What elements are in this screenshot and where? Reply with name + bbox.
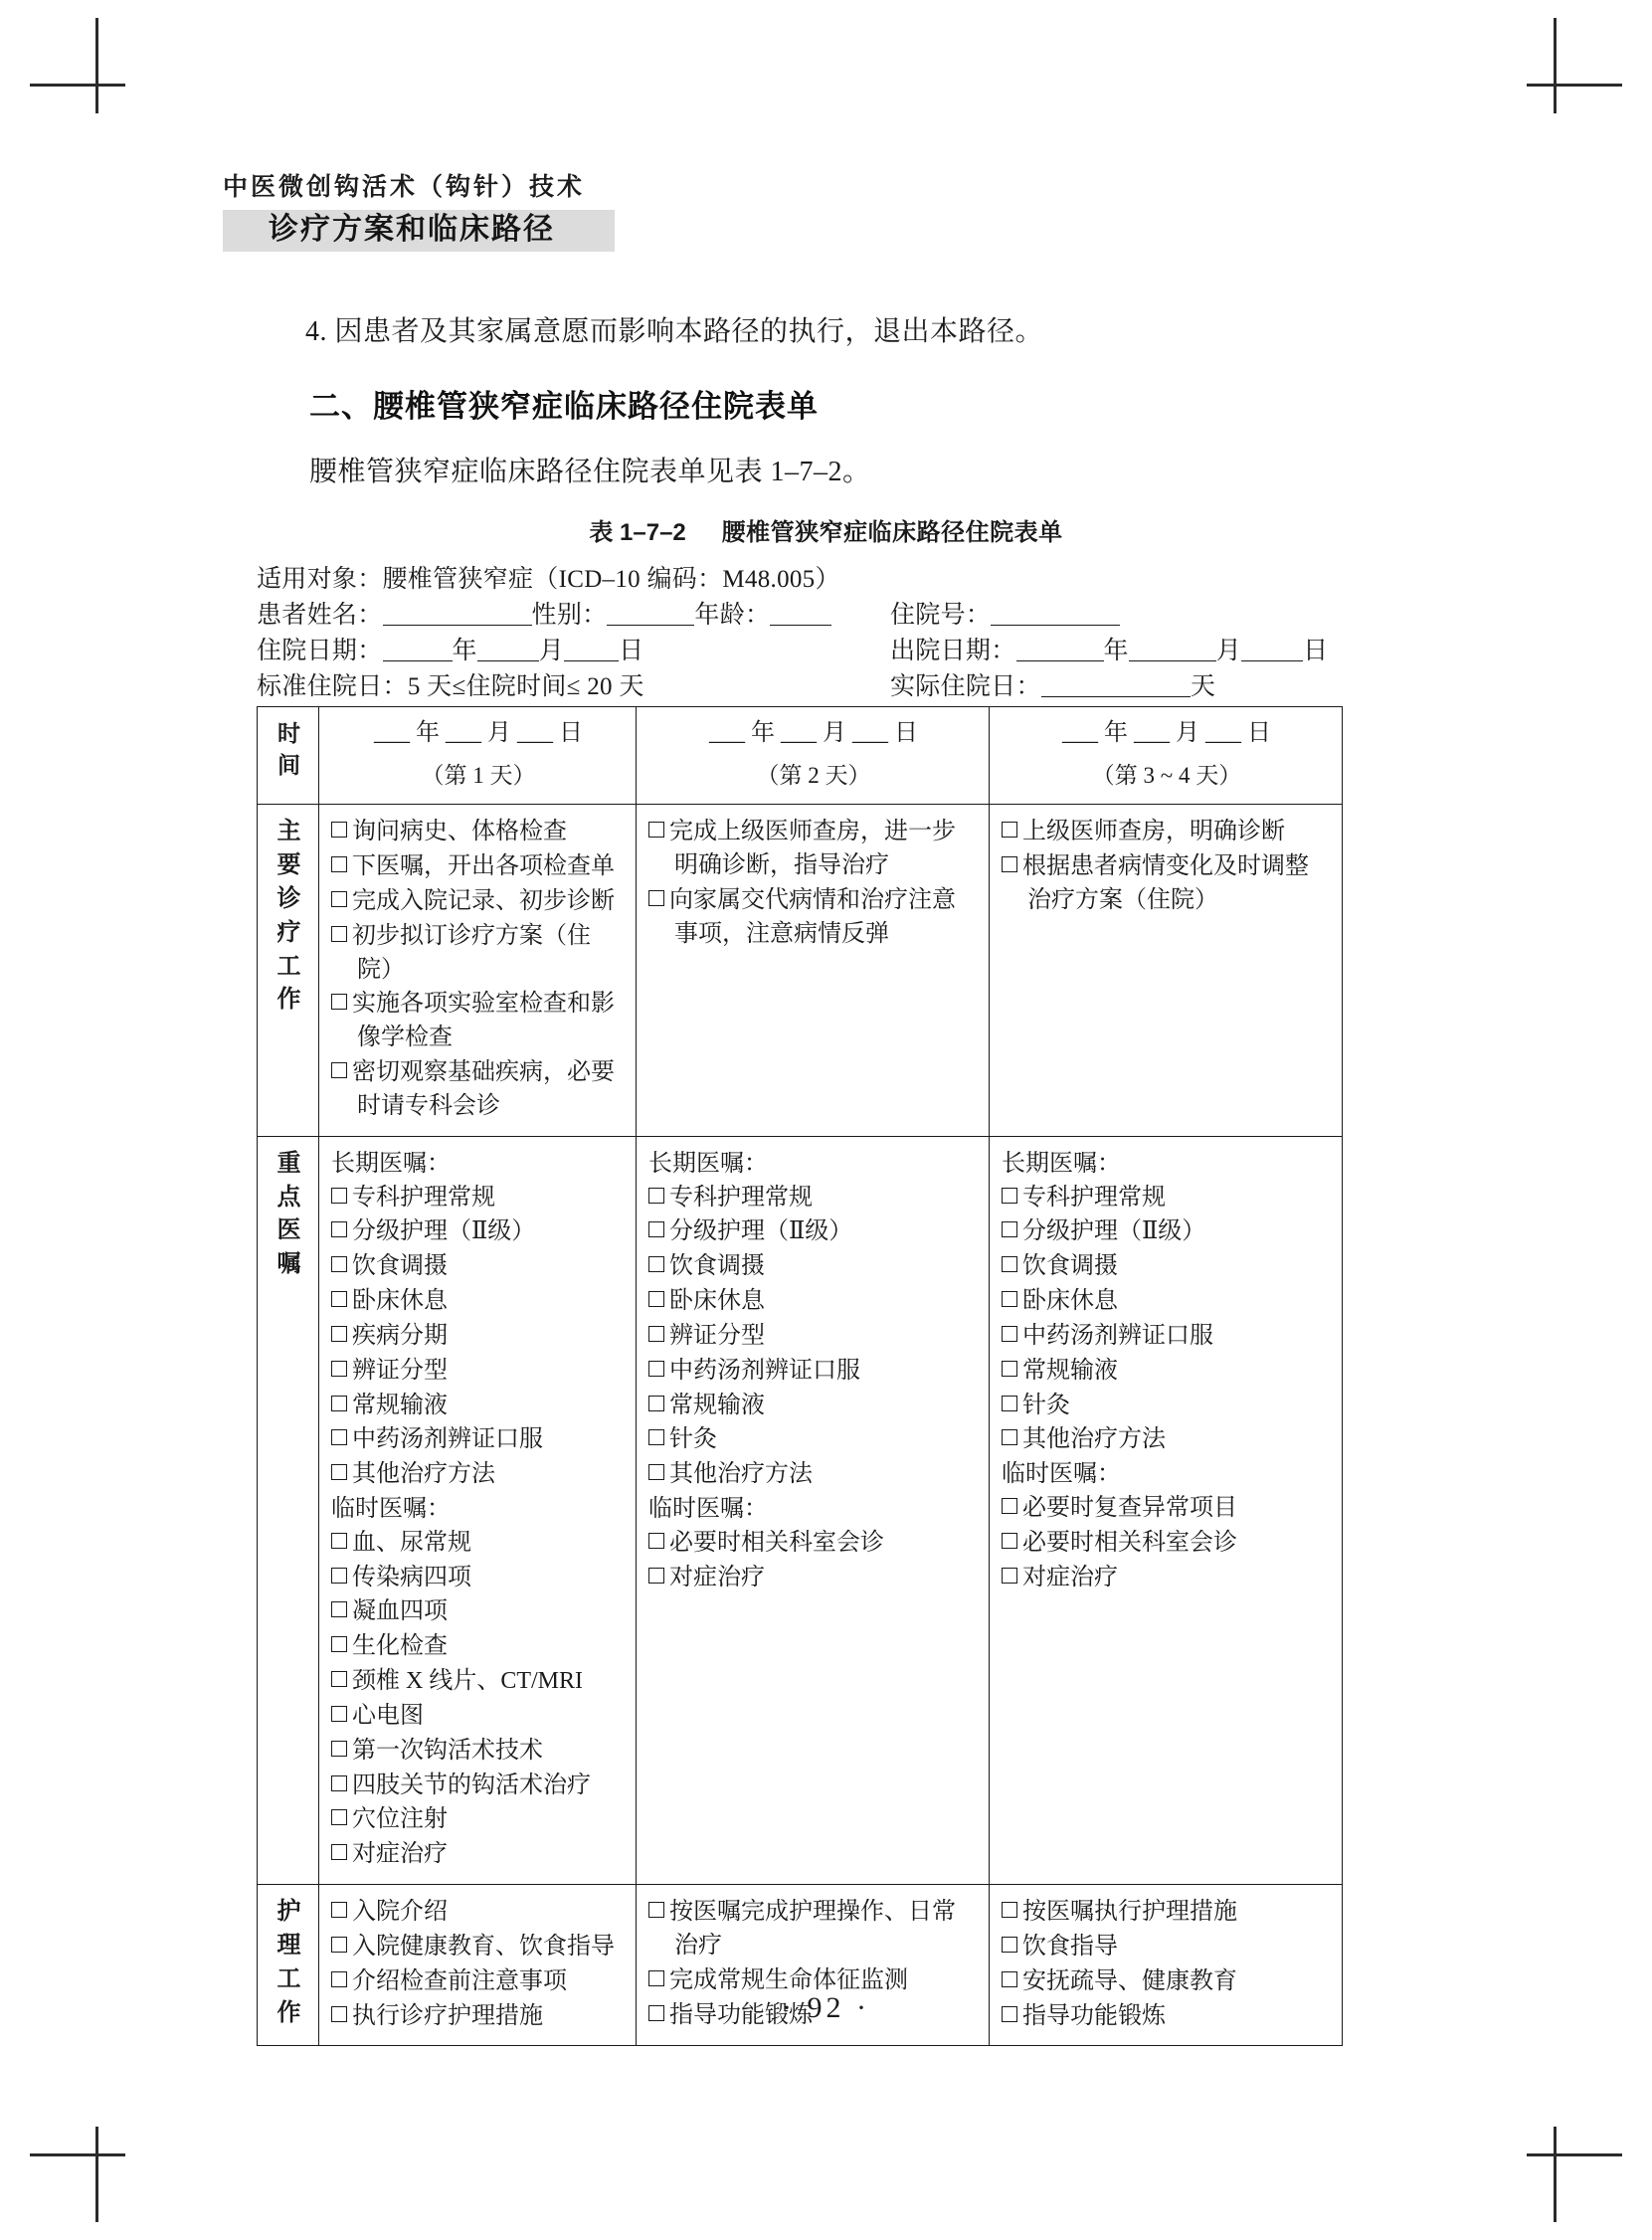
checklist-item-label: 根据患者病情变化及时调整治疗方案（住院） xyxy=(1022,853,1309,913)
page-folio: · 92 · xyxy=(782,1991,870,2024)
checklist-item[interactable] xyxy=(331,1700,626,1734)
checklist-item-label: 完成常规生命体征监测 xyxy=(669,1966,908,1993)
actual-stay-field xyxy=(890,666,1215,702)
checklist-group-label: 临时医嘱： xyxy=(331,1495,451,1522)
checklist-item-label: 常规输液 xyxy=(669,1392,765,1418)
meta-row-applicable xyxy=(257,559,1400,595)
checklist-item-label: 其他治疗方法 xyxy=(352,1461,495,1488)
day-header-cell-1 xyxy=(319,707,637,805)
checklist-item-label: 常规输液 xyxy=(352,1392,448,1418)
checklist-item[interactable] xyxy=(1002,1182,1332,1215)
cell-main-work-day3 xyxy=(990,805,1343,1136)
meta-row-admission-date xyxy=(257,631,1400,666)
checklist-item-label: 安抚疏导、健康教育 xyxy=(1022,1967,1237,1994)
checkbox-icon[interactable] xyxy=(331,1671,347,1687)
checkbox-icon[interactable] xyxy=(1002,856,1017,872)
admission-year-blank[interactable] xyxy=(383,660,453,661)
checkbox-icon[interactable] xyxy=(648,1568,664,1584)
form-meta-block xyxy=(257,559,1400,702)
day-header-cell-2 xyxy=(637,707,990,805)
checklist-item-label: 其他治疗方法 xyxy=(1022,1426,1166,1453)
list-item-4: 4. 因患者及其家属意愿而影响本路径的执行，退出本路径。 xyxy=(305,316,1044,347)
checkbox-icon[interactable] xyxy=(648,1429,664,1445)
checklist-item[interactable] xyxy=(648,884,979,952)
checkbox-icon[interactable] xyxy=(1002,1498,1017,1514)
checkbox-icon[interactable] xyxy=(331,1429,347,1445)
checkbox-icon[interactable] xyxy=(1002,822,1017,838)
checklist-item[interactable] xyxy=(331,1735,626,1769)
actual-stay-blank[interactable] xyxy=(1041,696,1191,697)
checkbox-icon[interactable] xyxy=(648,1533,664,1549)
checklist-item[interactable] xyxy=(331,1250,626,1284)
checkbox-icon[interactable] xyxy=(331,1326,347,1342)
checkbox-icon[interactable] xyxy=(331,1971,347,1987)
checkbox-icon[interactable] xyxy=(331,1636,347,1652)
admission-no-label: 住院号： xyxy=(890,602,992,629)
cell-main-work-day1 xyxy=(319,805,637,1136)
checklist-item-label: 按医嘱执行护理措施 xyxy=(1022,1899,1237,1926)
checkbox-icon[interactable] xyxy=(1002,1326,1017,1342)
checklist-item[interactable] xyxy=(331,885,626,919)
day-header-dayline: （第 3 ~ 4 天） xyxy=(1091,762,1242,788)
book-title-band xyxy=(223,210,615,252)
checklist-group-label: 长期医嘱： xyxy=(648,1150,768,1177)
series-title: 中医微创钩活术（钩针）技术 xyxy=(223,174,586,201)
checklist-item-label: 对症治疗 xyxy=(1022,1564,1118,1590)
checklist-item-label: 针灸 xyxy=(669,1426,717,1453)
identity-fields xyxy=(257,595,831,631)
meta-row-identity xyxy=(257,595,1400,631)
checklist-item-label: 常规输液 xyxy=(1022,1357,1118,1384)
checklist-item-label: 指导功能锻炼 xyxy=(1022,2002,1166,2029)
checkbox-icon[interactable] xyxy=(331,1844,347,1860)
checklist-item-label: 对症治疗 xyxy=(669,1564,765,1590)
actual-stay-label: 实际住院日： xyxy=(890,673,1041,700)
checkbox-icon[interactable] xyxy=(331,856,347,872)
checklist-item[interactable] xyxy=(331,1838,626,1872)
row-stub-char: 要 xyxy=(276,851,301,879)
crop-mark-top-left xyxy=(30,18,125,113)
table-body xyxy=(258,707,1343,2046)
cell-key-orders-day1 xyxy=(319,1136,637,1884)
discharge-month-unit: 月 xyxy=(1215,638,1242,664)
checkbox-icon[interactable] xyxy=(648,1361,664,1377)
gender-label: 性别： xyxy=(531,602,608,629)
checkbox-icon[interactable] xyxy=(331,1291,347,1307)
checklist-item[interactable] xyxy=(1002,1492,1332,1526)
checkbox-icon[interactable] xyxy=(648,1902,664,1918)
checklist-item-label: 分级护理（Ⅱ级） xyxy=(352,1218,536,1245)
checklist-group xyxy=(648,1493,979,1594)
checklist-item-label: 询问病史、体格检查 xyxy=(352,819,567,845)
checklist-item-label: 中药汤剂辨证口服 xyxy=(669,1357,860,1384)
admission-day-blank[interactable] xyxy=(564,660,619,661)
checklist-item-label: 分级护理（Ⅱ级） xyxy=(669,1218,853,1245)
checklist-item-label: 辨证分型 xyxy=(352,1357,448,1384)
checklist-item[interactable] xyxy=(1002,850,1332,918)
table-row-main-work xyxy=(258,805,1343,1136)
checklist-item-label: 血、尿常规 xyxy=(352,1529,471,1556)
crop-mark-bottom-right xyxy=(1527,2127,1622,2222)
checklist-group xyxy=(1002,1458,1332,1594)
checkbox-icon[interactable] xyxy=(648,1188,664,1204)
meta-row-stay xyxy=(257,666,1400,702)
checklist-item-label: 辨证分型 xyxy=(669,1322,765,1349)
checklist-item-label: 饮食调摄 xyxy=(1022,1253,1118,1280)
admission-date-field xyxy=(257,631,643,666)
checklist-item[interactable] xyxy=(648,1562,979,1595)
checklist-item-label: 向家属交代病情和治疗注意事项，注意病情反弹 xyxy=(669,886,956,947)
discharge-date-label: 出院日期： xyxy=(890,638,1016,664)
checklist-item-label: 完成入院记录、初步诊断 xyxy=(352,887,615,914)
checklist-item[interactable] xyxy=(1002,1390,1332,1423)
patient-name-label: 患者姓名： xyxy=(257,602,383,629)
checkbox-icon[interactable] xyxy=(331,1396,347,1411)
checkbox-icon[interactable] xyxy=(648,1256,664,1272)
checklist-item-label: 传染病四项 xyxy=(352,1564,471,1590)
checklist-item[interactable] xyxy=(331,1285,626,1319)
row-stub-char: 点 xyxy=(276,1183,301,1211)
checkbox-icon[interactable] xyxy=(1002,1256,1017,1272)
checklist-item[interactable] xyxy=(331,988,626,1055)
checkbox-icon[interactable] xyxy=(648,1326,664,1342)
checklist-item[interactable] xyxy=(1002,1562,1332,1595)
checklist-item[interactable] xyxy=(1002,1931,1332,1964)
table-header-row xyxy=(258,707,1343,805)
checklist-item[interactable] xyxy=(331,816,626,849)
actual-stay-unit: 天 xyxy=(1190,673,1216,700)
checklist-group-label: 长期医嘱： xyxy=(331,1150,451,1177)
checklist-item-label: 执行诊疗护理措施 xyxy=(352,2002,543,2029)
checklist-item[interactable] xyxy=(648,1355,979,1389)
checklist-group xyxy=(648,1148,979,1492)
checklist-group-label: 长期医嘱： xyxy=(1002,1150,1121,1177)
checklist-item-label: 颈椎 X 线片、CT/MRI xyxy=(352,1668,584,1695)
running-head xyxy=(223,167,1416,252)
checklist-item-label: 完成上级医师查房，进一步明确诊断，指导治疗 xyxy=(669,819,956,879)
cell-key-orders-day2 xyxy=(637,1136,990,1884)
checklist-group-label: 临时医嘱： xyxy=(1002,1461,1121,1488)
checklist-item[interactable] xyxy=(331,1931,626,1964)
checklist-group xyxy=(331,1493,626,1872)
checklist-item[interactable] xyxy=(331,1665,626,1699)
checklist-item-label: 心电图 xyxy=(352,1702,424,1729)
checklist-item-label: 卧床休息 xyxy=(352,1288,448,1315)
checklist-group xyxy=(331,816,626,1123)
checklist-item-label: 饮食调摄 xyxy=(669,1253,765,1280)
checklist-item-label: 指导功能锻炼 xyxy=(669,2001,813,2028)
checklist-item[interactable] xyxy=(1002,1355,1332,1389)
discharge-year-unit: 年 xyxy=(1103,638,1129,664)
checklist-item-label: 凝血四项 xyxy=(352,1598,448,1625)
checklist-item-label: 分级护理（Ⅱ级） xyxy=(1022,1218,1206,1245)
checklist-item[interactable] xyxy=(1002,1250,1332,1284)
checklist-item[interactable] xyxy=(648,1458,979,1492)
row-stub-char: 作 xyxy=(276,1998,301,2026)
checkbox-icon[interactable] xyxy=(1002,1396,1017,1411)
checklist-item-label: 卧床休息 xyxy=(1022,1288,1118,1315)
row-stub-char: 疗 xyxy=(276,918,301,946)
discharge-date-field xyxy=(890,631,1328,666)
row-stub-char: 工 xyxy=(276,952,301,980)
gender-blank[interactable] xyxy=(607,625,694,626)
age-label: 年龄： xyxy=(694,602,771,629)
admission-date-label: 住院日期： xyxy=(257,638,383,664)
checklist-item-label: 专科护理常规 xyxy=(669,1184,813,1211)
table-caption xyxy=(0,512,1652,547)
row-stub-char: 作 xyxy=(276,986,301,1014)
day-header-dayline: （第 2 天） xyxy=(756,762,871,788)
checklist-item[interactable] xyxy=(648,1896,979,1963)
checkbox-icon[interactable] xyxy=(331,1775,347,1791)
checklist-item-label: 必要时相关科室会诊 xyxy=(1022,1529,1237,1556)
checklist-item-label: 必要时复查异常项目 xyxy=(1022,1494,1237,1521)
crop-mark-top-right xyxy=(1527,18,1622,113)
checklist-item[interactable] xyxy=(331,1527,626,1561)
checklist-item-label: 饮食指导 xyxy=(1022,1933,1118,1960)
patient-name-blank[interactable] xyxy=(383,625,532,626)
checklist-item-label: 初步拟订诊疗方案（住院） xyxy=(352,922,591,983)
discharge-day-blank[interactable] xyxy=(1241,660,1303,661)
table-caption-label: 表 1–7–2 xyxy=(589,519,686,546)
checklist-item-label: 穴位注射 xyxy=(352,1806,448,1833)
checklist-item[interactable] xyxy=(1002,1527,1332,1561)
row-stub-main-work xyxy=(258,805,319,1136)
applicable-object-label: 适用对象：腰椎管狭窄症（ICD–10 编码：M48.005） xyxy=(257,566,840,593)
checklist-item[interactable] xyxy=(331,1423,626,1457)
checklist-item[interactable] xyxy=(331,1896,626,1930)
age-blank[interactable] xyxy=(770,625,831,626)
standard-stay-value: 5 天≤住院时间≤ 20 天 xyxy=(407,673,644,700)
checkbox-icon[interactable] xyxy=(331,1809,347,1825)
checkbox-icon[interactable] xyxy=(331,1902,347,1918)
checklist-item-label: 第一次钩活术技术 xyxy=(352,1737,543,1764)
checklist-item[interactable] xyxy=(648,1285,979,1319)
row-stub-char: 理 xyxy=(276,1931,301,1959)
checkbox-icon[interactable] xyxy=(331,1188,347,1204)
discharge-year-blank[interactable] xyxy=(1016,660,1104,661)
checkbox-icon[interactable] xyxy=(1002,1568,1017,1584)
checkbox-icon[interactable] xyxy=(331,1706,347,1722)
checkbox-icon[interactable] xyxy=(648,1970,664,1986)
checklist-item[interactable] xyxy=(331,1390,626,1423)
checklist-item[interactable] xyxy=(331,1595,626,1629)
day-header-dayline: （第 1 天） xyxy=(421,762,536,788)
checklist-item[interactable] xyxy=(648,1527,979,1561)
checklist-item-label: 实施各项实验室检查和影像学检查 xyxy=(352,991,615,1051)
admission-month-blank[interactable] xyxy=(477,660,539,661)
checkbox-icon[interactable] xyxy=(1002,1902,1017,1918)
checklist-item-label: 中药汤剂辨证口服 xyxy=(1022,1322,1213,1349)
day-header-dateline: ___ 年 ___ 月 ___ 日 xyxy=(709,720,918,746)
checklist-item[interactable] xyxy=(331,1630,626,1664)
checkbox-icon[interactable] xyxy=(1002,1221,1017,1237)
admission-no-blank[interactable] xyxy=(991,625,1120,626)
section-heading: 二、腰椎管狭窄症临床路径住院表单 xyxy=(309,389,819,424)
checkbox-icon[interactable] xyxy=(1002,1361,1017,1377)
checkbox-icon[interactable] xyxy=(331,1361,347,1377)
checklist-item-label: 下医嘱，开出各项检查单 xyxy=(352,853,615,880)
checklist-item-label: 必要时相关科室会诊 xyxy=(669,1529,884,1556)
checklist-item-label: 卧床休息 xyxy=(669,1288,765,1315)
checklist-item[interactable] xyxy=(1002,1285,1332,1319)
checkbox-icon[interactable] xyxy=(331,1741,347,1757)
checkbox-icon[interactable] xyxy=(648,822,664,838)
checklist-item-label: 按医嘱完成护理操作、日常治疗 xyxy=(669,1899,956,1959)
admission-no-field xyxy=(890,595,1120,631)
checklist-item[interactable] xyxy=(1002,1320,1332,1354)
checkbox-icon[interactable] xyxy=(331,1533,347,1549)
checklist-item[interactable] xyxy=(1002,1423,1332,1457)
row-stub-char: 重 xyxy=(276,1149,301,1177)
checklist-item-label: 上级医师查房，明确诊断 xyxy=(1022,819,1285,845)
checklist-item-label: 密切观察基础疾病，必要时请专科会诊 xyxy=(352,1059,615,1119)
checkbox-icon[interactable] xyxy=(648,1291,664,1307)
checklist-item[interactable] xyxy=(331,1458,626,1492)
checklist-group xyxy=(648,816,979,951)
checklist-item-label: 对症治疗 xyxy=(352,1841,448,1868)
checklist-item-label: 疾病分期 xyxy=(352,1322,448,1349)
checklist-item[interactable] xyxy=(331,1562,626,1595)
checklist-item[interactable] xyxy=(331,1182,626,1215)
checklist-item[interactable] xyxy=(331,850,626,884)
checklist-item-label: 介绍检查前注意事项 xyxy=(352,1967,567,1994)
checklist-item-label: 饮食调摄 xyxy=(352,1253,448,1280)
checkbox-icon[interactable] xyxy=(331,1568,347,1584)
checklist-group-label: 临时医嘱： xyxy=(648,1495,768,1522)
checklist-item-label: 专科护理常规 xyxy=(352,1184,495,1211)
row-stub-char: 护 xyxy=(276,1898,301,1926)
admission-month-unit: 月 xyxy=(538,638,565,664)
checkbox-icon[interactable] xyxy=(648,1464,664,1480)
section-intro: 腰椎管狭窄症临床路径住院表单见表 1–7–2。 xyxy=(309,457,871,487)
row-stub-char: 医 xyxy=(276,1216,301,1244)
checklist-group xyxy=(1002,816,1332,917)
cell-main-work-day2 xyxy=(637,805,990,1136)
standard-stay-label: 标准住院日： xyxy=(257,673,408,700)
checkbox-icon[interactable] xyxy=(331,1256,347,1272)
checkbox-icon[interactable] xyxy=(1002,1533,1017,1549)
day-header-dateline: ___ 年 ___ 月 ___ 日 xyxy=(374,720,583,746)
checklist-item[interactable] xyxy=(331,1215,626,1249)
checkbox-icon[interactable] xyxy=(648,1396,664,1411)
checklist-item-label: 四肢关节的钩活术治疗 xyxy=(352,1772,591,1798)
checklist-item[interactable] xyxy=(648,1250,979,1284)
checklist-item[interactable] xyxy=(331,1056,626,1124)
checkbox-icon[interactable] xyxy=(1002,1291,1017,1307)
checkbox-icon[interactable] xyxy=(331,1464,347,1480)
checklist-item[interactable] xyxy=(331,1803,626,1837)
checklist-group xyxy=(1002,1148,1332,1457)
table-caption-title: 腰椎管狭窄症临床路径住院表单 xyxy=(721,519,1063,546)
checkbox-icon[interactable] xyxy=(331,1221,347,1237)
checkbox-icon[interactable] xyxy=(331,994,347,1010)
checklist-item[interactable] xyxy=(331,1355,626,1389)
crop-mark-bottom-left xyxy=(30,2127,125,2222)
checkbox-icon[interactable] xyxy=(1002,1937,1017,1953)
admission-day-unit: 日 xyxy=(619,638,644,664)
checkbox-icon[interactable] xyxy=(648,890,664,906)
checklist-item[interactable] xyxy=(648,1390,979,1423)
checkbox-icon[interactable] xyxy=(331,1062,347,1078)
clinical-pathway-table xyxy=(257,706,1343,2046)
checklist-item[interactable] xyxy=(1002,816,1332,849)
discharge-day-unit: 日 xyxy=(1303,638,1329,664)
checklist-item-label: 其他治疗方法 xyxy=(669,1461,813,1488)
checklist-item-label: 针灸 xyxy=(1022,1392,1070,1418)
row-stub-char: 工 xyxy=(276,1964,301,1992)
checkbox-icon[interactable] xyxy=(331,1601,347,1617)
checklist-item[interactable] xyxy=(1002,1896,1332,1930)
checklist-group xyxy=(331,1148,626,1492)
checklist-item-label: 生化检查 xyxy=(352,1633,448,1660)
row-stub-char: 诊 xyxy=(276,884,301,912)
checkbox-icon[interactable] xyxy=(331,926,347,942)
checklist-item[interactable] xyxy=(648,1215,979,1249)
checklist-item[interactable] xyxy=(648,816,979,883)
checklist-item-label: 专科护理常规 xyxy=(1022,1184,1166,1211)
cell-key-orders-day3 xyxy=(990,1136,1343,1884)
checklist-item-label: 入院健康教育、饮食指导 xyxy=(352,1933,615,1960)
row-stub-char: 嘱 xyxy=(276,1250,301,1278)
admission-year-unit: 年 xyxy=(452,638,477,664)
checkbox-icon[interactable] xyxy=(331,891,347,907)
checklist-item[interactable] xyxy=(648,1182,979,1215)
standard-stay-field xyxy=(257,666,644,702)
checklist-item-label: 中药汤剂辨证口服 xyxy=(352,1426,543,1453)
checkbox-icon[interactable] xyxy=(331,822,347,838)
checklist-item[interactable] xyxy=(331,920,626,988)
table-row-key-orders xyxy=(258,1136,1343,1884)
checkbox-icon[interactable] xyxy=(1002,1429,1017,1445)
day-header-dateline: ___ 年 ___ 月 ___ 日 xyxy=(1062,720,1271,746)
row-stub-key-orders xyxy=(258,1136,319,1884)
checklist-item-label: 入院介绍 xyxy=(352,1899,448,1926)
checkbox-icon[interactable] xyxy=(331,1937,347,1953)
book-title: 诊疗方案和临床路径 xyxy=(269,213,555,246)
checklist-item[interactable] xyxy=(648,1423,979,1457)
day-header-cell-3 xyxy=(990,707,1343,805)
checkbox-icon[interactable] xyxy=(1002,1188,1017,1204)
time-header-cell: 时间 xyxy=(258,707,319,805)
checklist-item[interactable] xyxy=(1002,1215,1332,1249)
checklist-item[interactable] xyxy=(331,1770,626,1803)
checklist-item[interactable] xyxy=(331,1320,626,1354)
checkbox-icon[interactable] xyxy=(1002,1971,1017,1987)
discharge-month-blank[interactable] xyxy=(1129,660,1216,661)
checkbox-icon[interactable] xyxy=(648,1221,664,1237)
row-stub-char: 主 xyxy=(276,818,301,845)
checklist-item[interactable] xyxy=(648,1320,979,1354)
